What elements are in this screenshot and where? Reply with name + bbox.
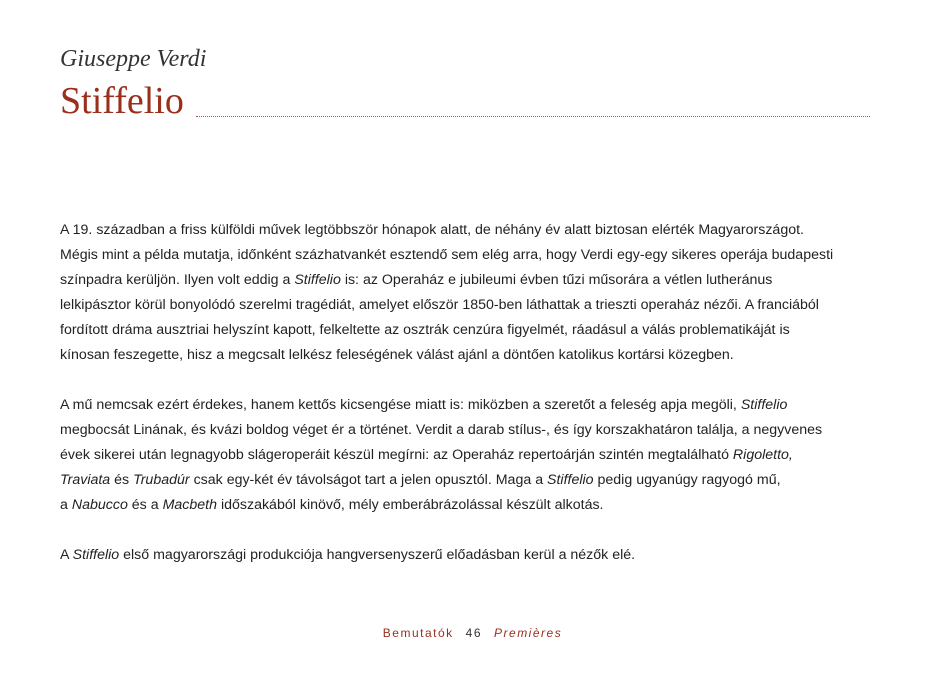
text-line: évek sikerei után legnagyobb slágeroperáit készül megírni: az Operaház repertoárján szintén megtalálható Rigoletto, xyxy=(60,447,793,463)
text-line: A Stiffelio első magyarországi produkciója hangversenyszerű előadásban kerül a nézők elé. xyxy=(60,547,636,563)
text-line: Mégis mint a példa mutatja, időnként százhatvankét esztendő sem elég arra, hogy Verdi egy-egy sikeres operája budapesti xyxy=(60,247,834,263)
text-line: A mű nemcsak ezért érdekes, hanem kettős kicsengése miatt is: miközben a szeretőt a feleség apja megöli, Stiffelio xyxy=(60,397,788,413)
dotted-rule xyxy=(196,116,870,117)
paragraph-2 xyxy=(60,393,875,518)
text-line: Traviata és Trubadúr csak egy-két év távolságot tart a jelen opusztól. Maga a Stiffelio pedig ugyanúgy ragyogó mű, xyxy=(60,472,781,488)
footer-section-fr: Premières xyxy=(494,626,563,640)
text-line: A 19. században a friss külföldi művek legtöbbször hónapok alatt, de néhány év alatt biztosan elérték Magyarországot. xyxy=(60,222,804,238)
text-line: lelkipásztor körül bonyolódó szerelmi tragédiát, amelyet először 1850-ben láthattak a trieszti operaház nézői. A franciából xyxy=(60,297,819,313)
article-body xyxy=(60,218,875,593)
page-title: Stiffelio xyxy=(60,80,184,122)
page-footer xyxy=(0,626,945,640)
footer-section-hu: Bemutatók xyxy=(382,626,454,640)
text-line: a Nabucco és a Macbeth időszakából kinövő, mély emberábrázolással készült alkotás. xyxy=(60,497,604,513)
text-line: megbocsát Linának, és kvázi boldog véget ér a történet. Verdit a darab stílus-, és így korszakhatáron találja, a negyvenes xyxy=(60,422,823,438)
paragraph-1 xyxy=(60,218,875,368)
text-line: kínosan feszegette, hisz a megcsalt lelkész feleségének válást ajánl a döntően katolikus kortársi közegben. xyxy=(60,347,734,363)
paragraph-3 xyxy=(60,543,875,568)
composer-name: Giuseppe Verdi xyxy=(60,46,207,72)
page-number: 46 xyxy=(465,626,483,640)
title-row xyxy=(60,80,870,122)
text-line: színpadra kerüljön. Ilyen volt eddig a Stiffelio is: az Operaház e jubileumi évben tűzi műsorára a vétlen lutheránus xyxy=(60,272,773,288)
text-line: fordított dráma ausztriai helyszínt kapott, felkeltette az osztrák cenzúra figyelmét, ráadásul a válás problematikáját is xyxy=(60,322,790,338)
